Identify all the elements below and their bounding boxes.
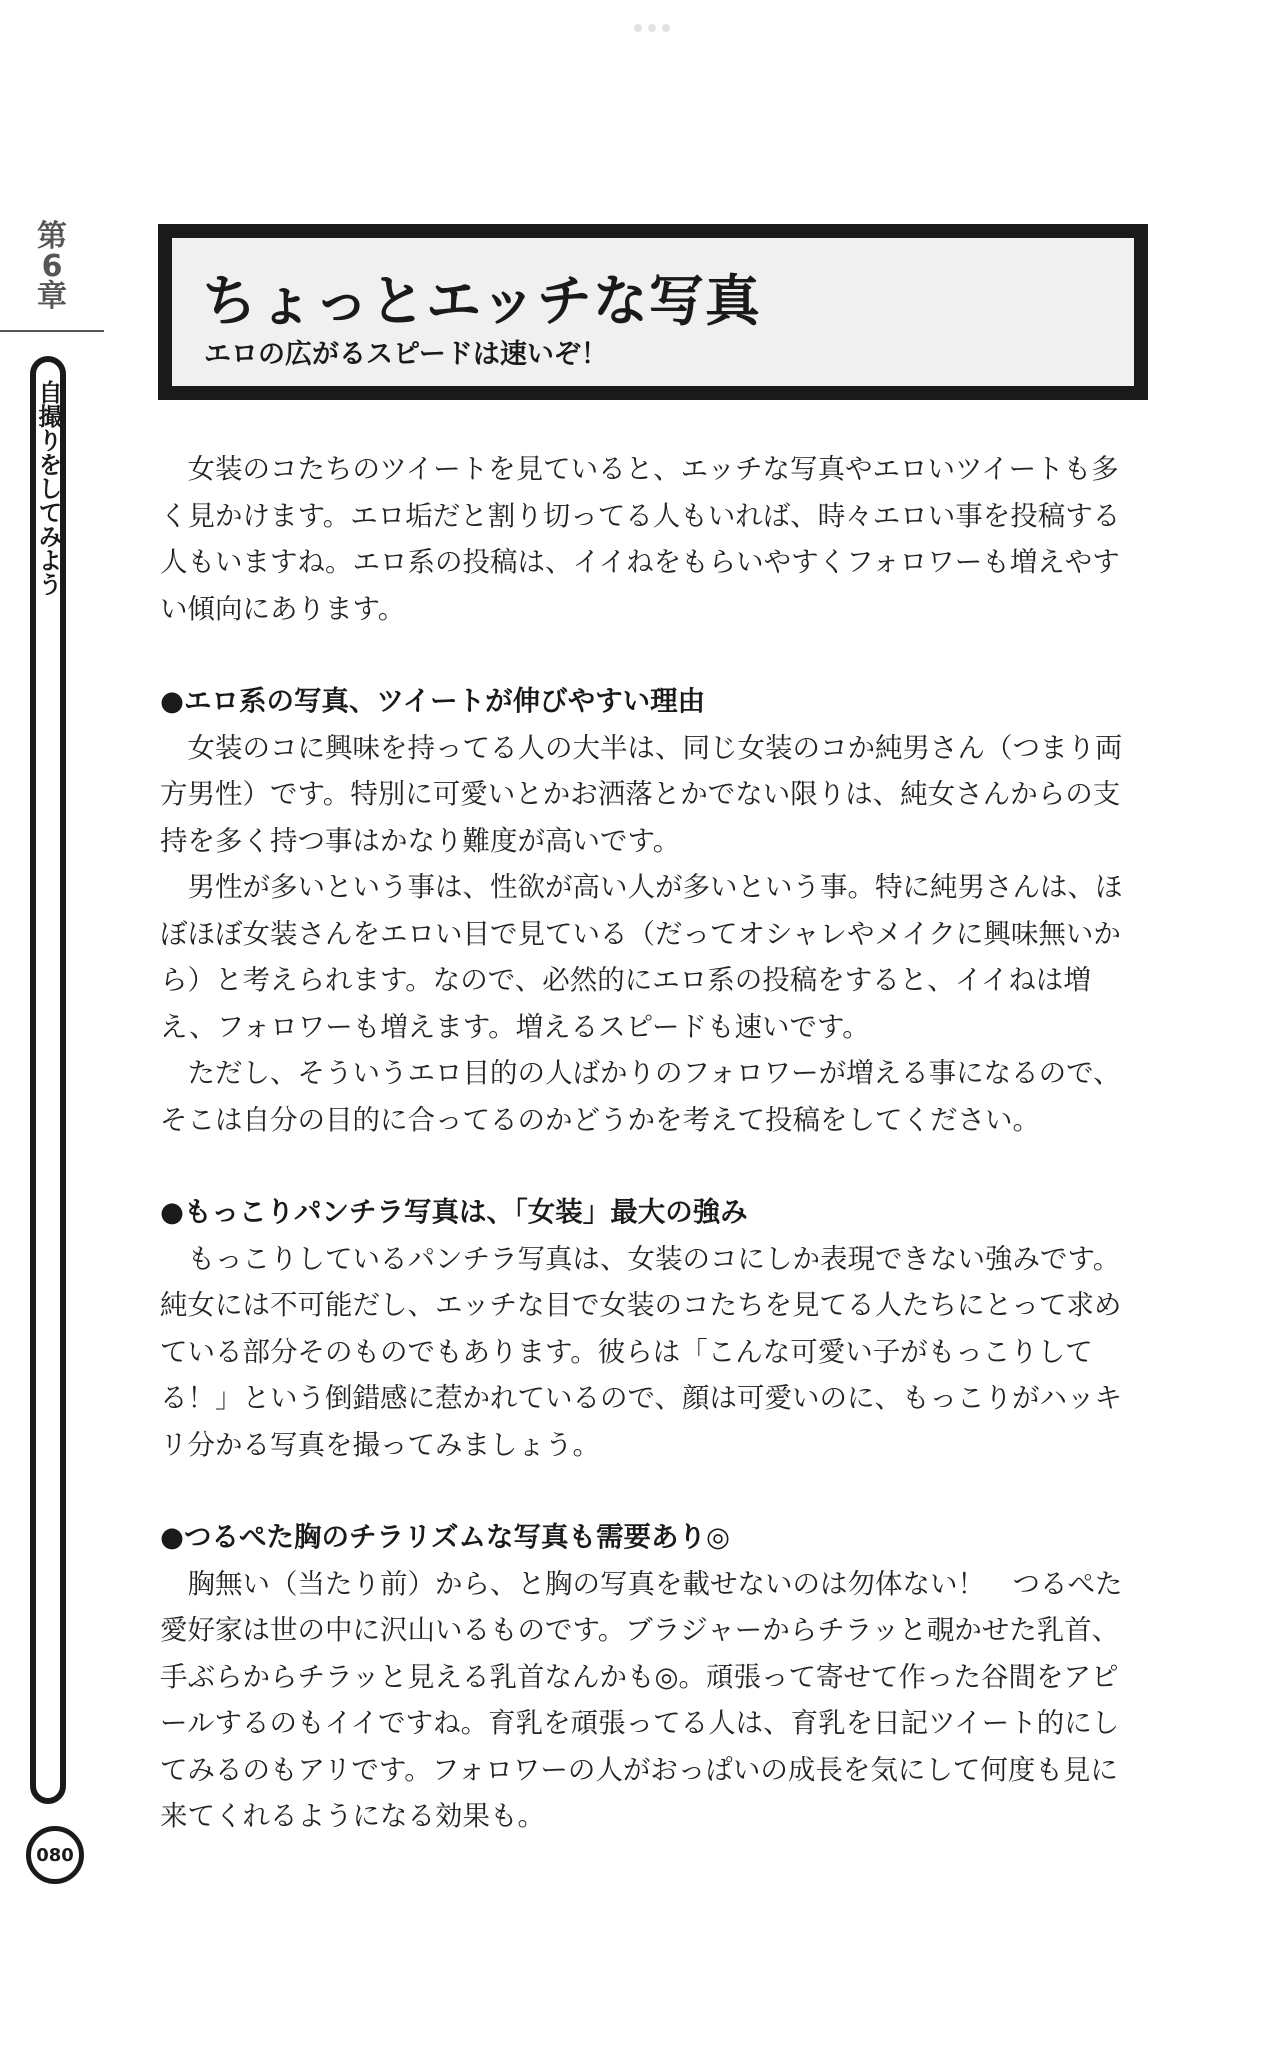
chapter-label-prefix: 第 — [37, 219, 67, 254]
indicator-dot — [634, 24, 642, 32]
chapter-label-number: 6 — [41, 249, 63, 284]
body-paragraph: 胸無い（当たり前）から、と胸の写真を載せないのは勿体ない！ つるぺた愛好家は世の中に沢山いるものです。ブラジャーからチラッと覗かせた乳首、手ぶらからチラッと見える乳首なんかも◎。頑張って寄せて作った谷間をアピールするのもイイですね。育乳を頑張ってる人は、育乳を日記ツイート的にしてみるのもアリです。フォロワーの人がおっぱいの成長を気にして何度も見に来てくれるようになる効果も。 — [160, 1567, 1123, 1832]
intro-paragraph: 女装のコたちのツイートを見ていると、エッチな写真やエロいツイートも多く見かけます。エロ垢だと割り切ってる人もいれば、時々エロい事を投稿する人もいますね。エロ系の投稿は、イイねをもらいやすくフォロワーも増えやすい傾向にあります。 — [160, 453, 1121, 625]
chapter-label — [26, 219, 78, 314]
body-paragraph: ただし、そういうエロ目的の人ばかりのフォロワーが増える事になるので、そこは自分の目的に合ってるのかどうかを考えて投稿をしてください。 — [160, 1057, 1121, 1136]
page-number: 080 — [26, 1826, 84, 1884]
chapter-label-suffix: 章 — [37, 279, 67, 314]
body-paragraph: 男性が多いという事は、性欲が高い人が多いという事。特に純男さんは、ほぼほぼ女装さんをエロい目で見ている（だってオシャレやメイクに興味無いから）と考えられます。なので、必然的にエロ系の投稿をすると、イイねは増え、フォロワーも増えます。増えるスピードも速いです。 — [160, 871, 1123, 1043]
page-subtitle: エロの広がるスピードは速いぞ！ — [204, 339, 608, 370]
chapter-title: 自撮りをしてみよう — [34, 380, 62, 596]
section-title-box — [158, 224, 1148, 400]
body-paragraph: もっこりしているパンチラ写真は、女装のコにしか表現できない強みです。純女には不可能だし、エッチな目で女装のコたちを見てる人たちにとって求めている部分そのものでもあります。彼らは「こんな可愛い子がもっこりしてる！」という倒錯感に惹かれているので、顔は可愛いのに、もっこりがハッキリ分かる写真を撮ってみましょう。 — [160, 1242, 1122, 1461]
article-body — [160, 446, 1136, 1840]
section-heading: ●もっこりパンチラ写真は、「女装」最大の強み — [160, 1196, 748, 1228]
chapter-divider — [0, 330, 104, 332]
page-indicator-dots — [632, 24, 672, 34]
indicator-dot — [662, 24, 670, 32]
section-heading: ●つるぺた胸のチラリズムな写真も需要あり◎ — [160, 1521, 730, 1553]
body-paragraph: 女装のコに興味を持ってる人の大半は、同じ女装のコか純男さん（つまり両方男性）です。特別に可愛いとかお洒落とかでない限りは、純女さんからの支持を多く持つ事はかなり難度が高いです。 — [160, 731, 1123, 857]
indicator-dot — [648, 24, 656, 32]
chapter-side-tab — [30, 356, 66, 1804]
page-title: ちょっとエッチな写真 — [202, 269, 761, 333]
section-heading: ●エロ系の写真、ツイートが伸びやすい理由 — [160, 685, 706, 717]
